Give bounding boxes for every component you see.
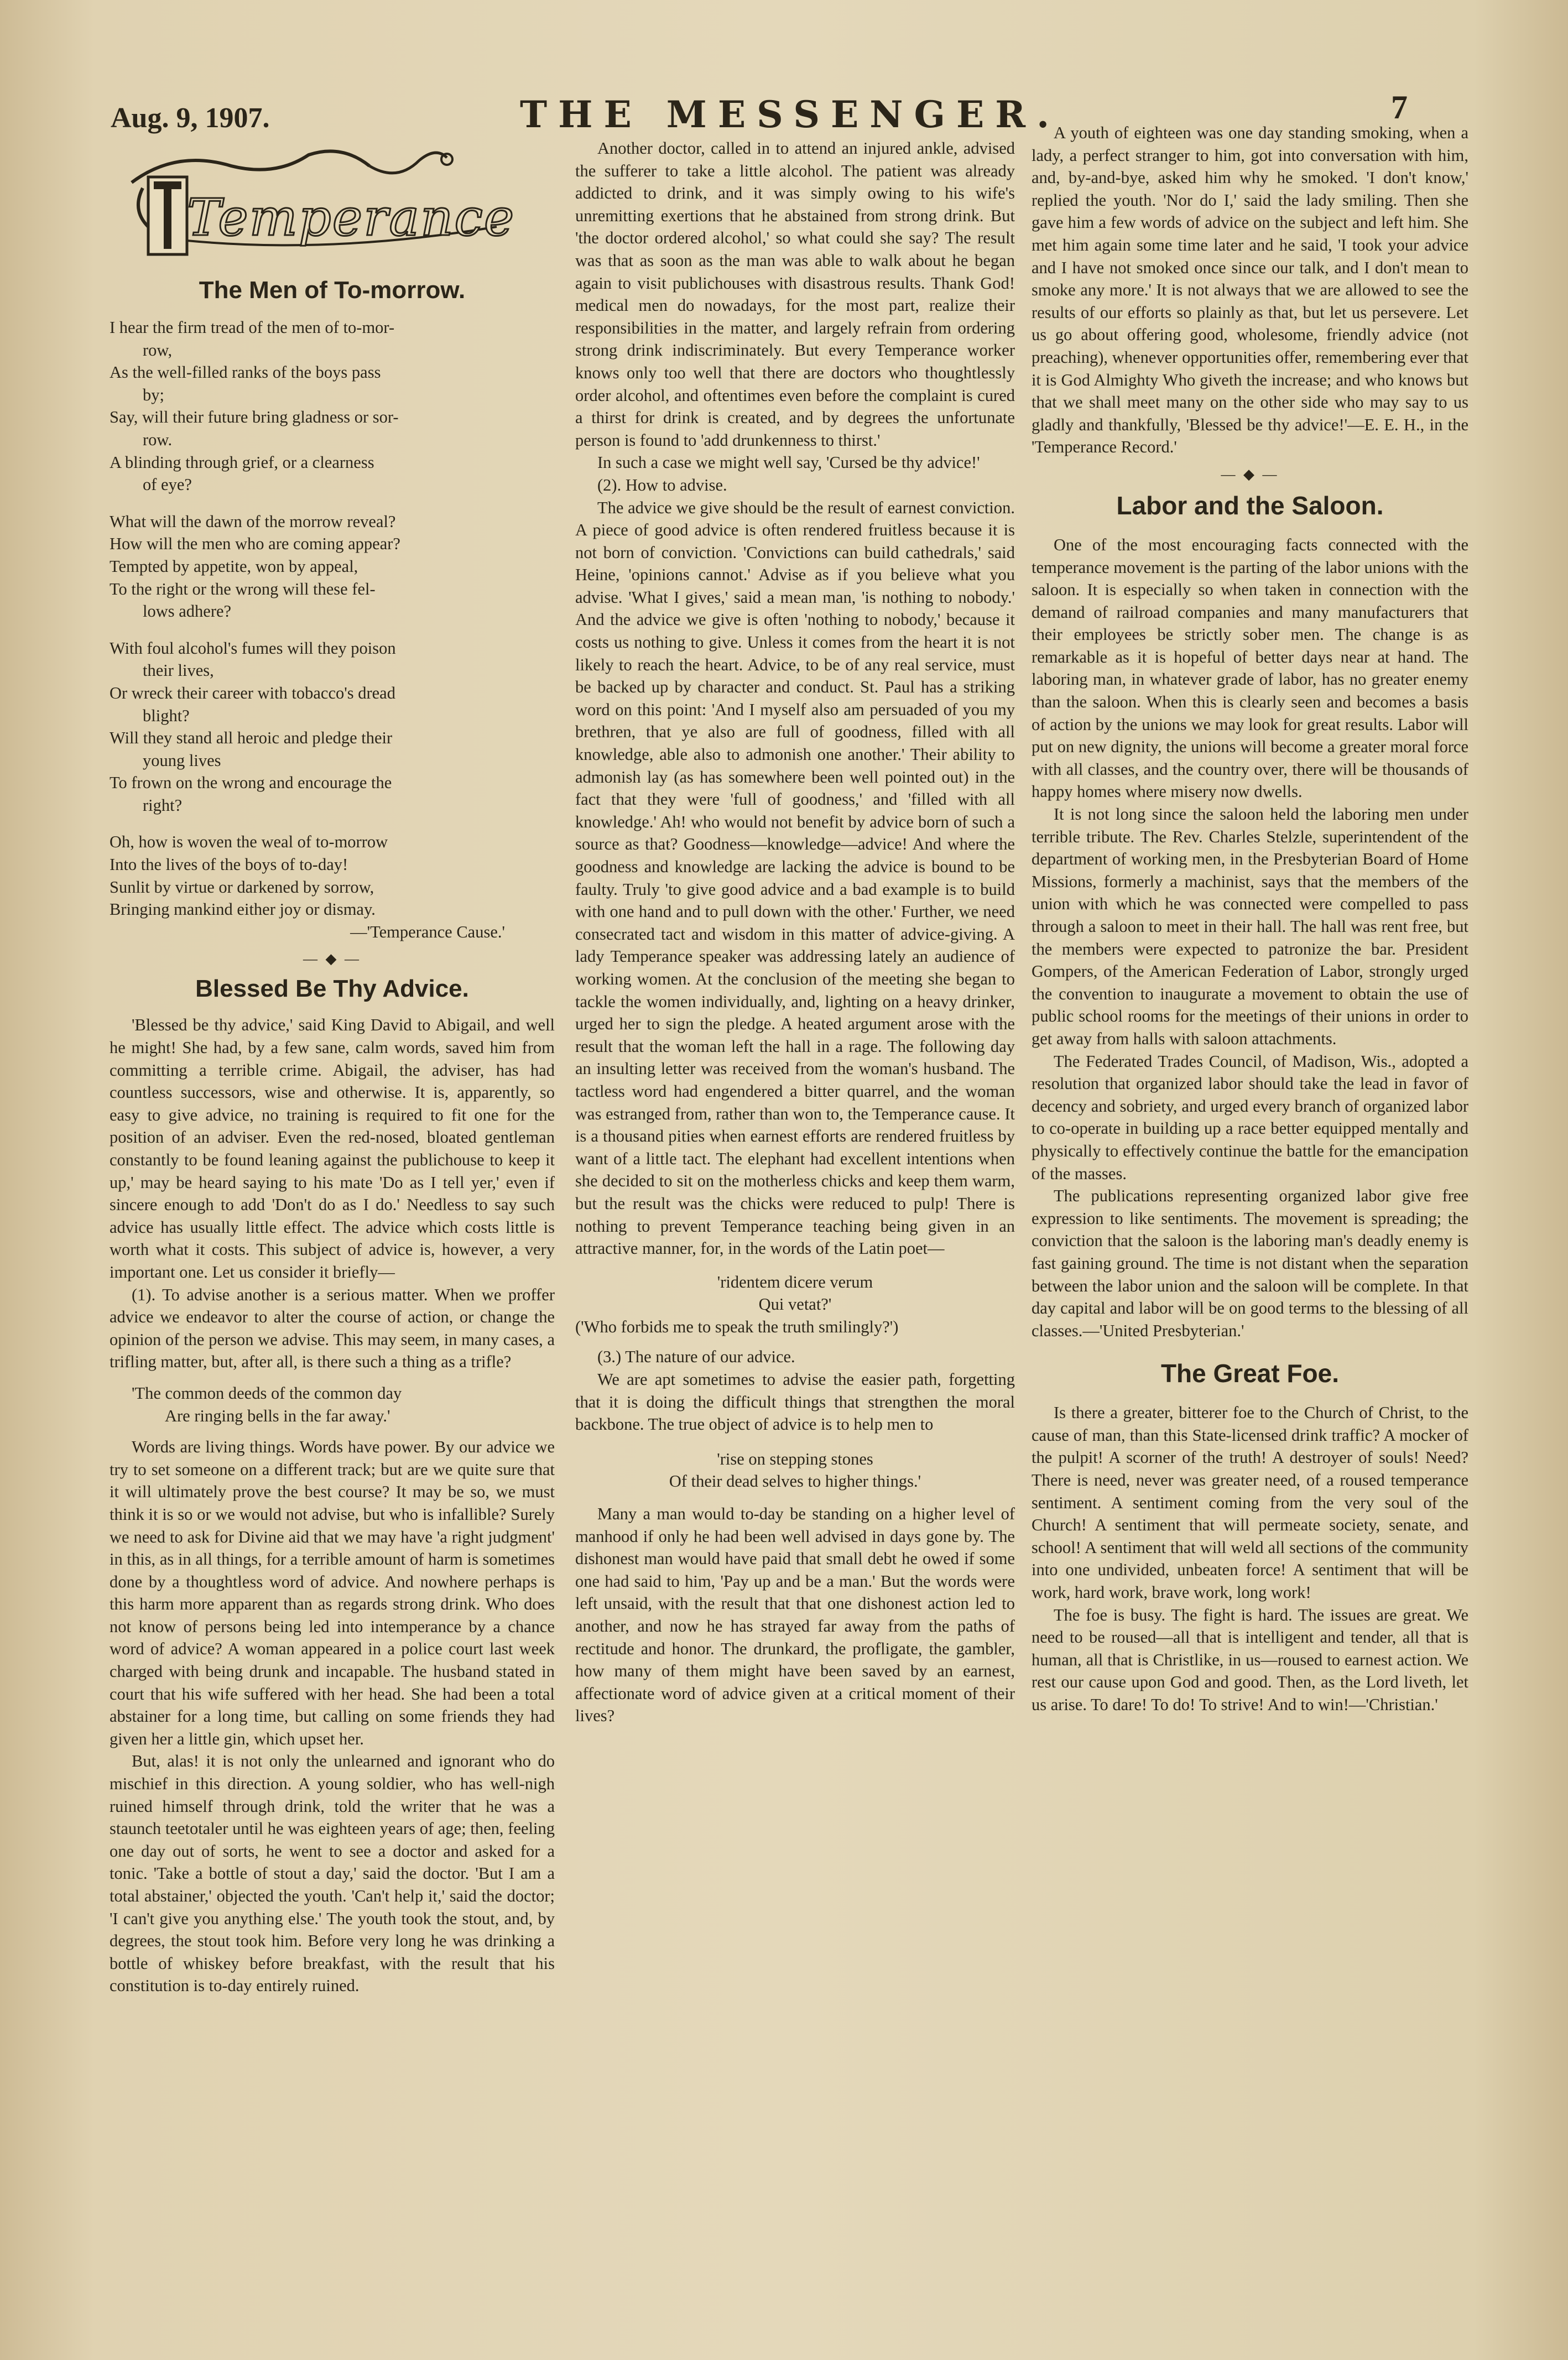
- column-3: [1032, 122, 1468, 1716]
- publication-title: THE MESSENGER.: [520, 93, 1061, 136]
- poem-line: Will they stand all heroic and pledge their: [110, 728, 393, 748]
- article-paragraph: The advice we give should be the result of earnest conviction. A piece of good advice is often rendered fruitless because it is not born of conviction. 'Convictions can build cathedrals,' said Heine, 'opinions cannot.' Advise as if you believe what you advise. 'What I gives,' said a mean man, 'is nothing to nobody.' And the advice we give is often 'nothing to nobody,' because it costs us nothing to give. Unless it comes from the heart it is not likely to reach the heart. Advice, to be of any real service, must be backed up by character and conduct. St. Paul has a striking word on this point: 'And I myself also am persuaded of you my brethren, that ye also are full of goodness, filled with all knowledge, able also to admonish one another.' Their ability to admonish lay (as has somewhere been well pointed out) in the fact that they were 'full of goodness,' and 'filled with all knowledge.' Ah! who would not benefit by advice born of such a source as that? Goodness—knowledge—advice! And where the goodness and knowledge are lacking the advice is bound to be faulty. Truly 'to give good advice and a bad example is to build with one hand and to pull down with the other.' Further, we need consecrated tact and wisdom in this matter of advice-giving. A lady Temperance speaker was addressing lately an audience of working women. At the conclusion of the meeting she began to tackle the women individually, and, lighting on a heavy drinker, urged her to sign the pledge. A heated argument arose with the result that the woman left the hall in a rage. The following day an insulting letter was received from the woman's husband. The tactless word had engendered a bitter quarrel, and the woman was estranged from, rather than won to, the Temperance cause. It is a thousand pities when earnest efforts are rendered fruitless by want of a little tact. The elephant had excellent intentions when she decided to sit on the motherless chicks and keep them warm, but the result was the chicks were reduced to pulp! There is nothing to prevent Temperance teaching being given in an attractive manner, for, in the words of the Latin poet—: [575, 498, 1015, 1258]
- poem-line: Sunlit by virtue or darkened by sorrow,: [110, 877, 374, 897]
- poem-line: To the right or the wrong will these fel-: [110, 579, 376, 598]
- latin-quote: [575, 1271, 1015, 1338]
- poem-line: by;: [143, 385, 164, 404]
- divider-ornament: — ◆ —: [1221, 466, 1279, 482]
- poem-line: I hear the firm tread of the men of to-mor-: [110, 318, 395, 337]
- poem-men-of-tomorrow: [110, 316, 555, 943]
- temperance-banner: [110, 144, 541, 260]
- poem-line: their lives,: [143, 661, 214, 680]
- divider-ornament: — ◆ —: [303, 951, 361, 967]
- poem-line: With foul alcohol's fumes will they poison: [110, 638, 396, 658]
- poem-line: right?: [143, 795, 183, 815]
- poem-line: Tempted by appetite, won by appeal,: [110, 556, 358, 576]
- banner-word: Temperance: [187, 188, 515, 247]
- quote-common-deeds: [132, 1382, 555, 1427]
- article-paragraph: One of the most encouraging facts connected with the temperance movement is the parting of the labor unions with the saloon. It is especially so when taken in connection with the demand of railroad companies and many manufacturers that their employees be strictly sober men. The change is as remarkable as it is hopeful of better days near at hand. The laboring man, in whatever grade of labor, has no greater enemy than the saloon. When this is clearly seen and becomes a basis of action by the unions we may look for great results. Labor will put on new dignity, the unions will become a greater moral force with all classes, and the country over, there will be thousands of happy homes where misery now dwells.: [1032, 535, 1468, 801]
- poem-line: Say, will their future bring gladness or sor-: [110, 408, 399, 427]
- poem-line: row.: [143, 430, 173, 449]
- poem-line: Bringing mankind either joy or dismay.: [110, 900, 376, 919]
- poem-line: What will the dawn of the morrow reveal?: [110, 512, 396, 531]
- article-paragraph: The foe is busy. The fight is hard. The issues are great. We need to be roused—all that is intelligent and tender, all that is human, all that is Christlike, in us—roused to earnest action. We rest our cause upon God and good. Then, as the Lord liveth, let us arise. To dare! To do! To strive! And to win!—'Christian.': [1032, 1605, 1468, 1714]
- article-paragraph: Is there a greater, bitterer foe to the Church of Christ, to the cause of man, than this State-licensed drink traffic? A mocker of the pulpit! A scorner of the truth! A destroyer of souls! Need? There is need, never was greater need, of a roused temperance sentiment. A sentiment coming from the very soul of the Church! A sentiment that will permeate society, senate, and school! A sentiment that will weld all sections of the community into one undivided, unbeaten force! A sentiment that will be work, hard work, brave work, long work!: [1032, 1403, 1468, 1602]
- poem-line: To frown on the wrong and encourage the: [110, 773, 392, 793]
- column-2: [575, 137, 1015, 1727]
- poem-line: lows adhere?: [143, 602, 232, 621]
- quote-stepping-stones: [575, 1448, 1015, 1493]
- article-title-great-foe: The Great Foe.: [1160, 1359, 1340, 1388]
- poem-line: young lives: [143, 751, 221, 770]
- poem-line: A blinding through grief, or a clearness: [110, 452, 374, 472]
- quote-line: 'rise on stepping stones: [717, 1449, 873, 1468]
- article-paragraph: (3.) The nature of our advice.: [597, 1347, 795, 1367]
- issue-date: Aug. 9, 1907.: [111, 102, 270, 134]
- poem-line: blight?: [143, 706, 190, 725]
- poem-stanza-break: [110, 623, 555, 637]
- quote-line: Are ringing bells in the far away.': [165, 1406, 390, 1425]
- poem-source: —'Temperance Cause.': [350, 922, 505, 941]
- article-paragraph: The Federated Trades Council, of Madison, Wis., adopted a resolution that organized labor should take the lead in favor of decency and sobriety, and urged every branch of organized labor to co-operate in building up a race better equipped mentally and physically to effectively continue the battle for the emancipation of the masses.: [1032, 1051, 1468, 1183]
- article-title-blessed: Blessed Be Thy Advice.: [195, 975, 469, 1003]
- poem-line: of eye?: [143, 475, 192, 494]
- quote-line: Of their dead selves to higher things.': [669, 1472, 921, 1491]
- poem-stanza-break: [110, 496, 555, 510]
- quote-line: 'The common deeds of the common day: [132, 1383, 402, 1403]
- article-paragraph: In such a case we might well say, 'Cursed be thy advice!': [597, 453, 980, 472]
- poem-line: Oh, how is woven the weal of to-morrow: [110, 832, 388, 852]
- poem-line: Or wreck their career with tobacco's dread: [110, 683, 395, 702]
- poem-line: As the well-filled ranks of the boys pass: [110, 363, 381, 382]
- article-paragraph: (2). How to advise.: [597, 475, 727, 494]
- article-paragraph: (1). To advise another is a serious matter. When we proffer advice we endeavor to alter the course of action, or change the opinion of the person we advise. This may seem, in many cases, a trifling matter, but, after all, is there such a thing as a trifle?: [110, 1285, 555, 1372]
- article-paragraph: A youth of eighteen was one day standing smoking, when a lady, a perfect stranger to him, got into conversation with him, and, by-and-bye, asked him why he smoked. 'I don't know,' replied the youth. 'Nor do I,' said the lady smiling. Then she gave him a few words of advice on the subject and left him. She met him again some time later and he said, 'I took your advice and I have not smoked once since our talk, and I don't mean to smoke any more.' It is not always that we are allowed to see the results of our efforts so plainly as that, but let us persevere. Let us go about offering good, wholesome, friendly advice (not preaching), whenever opportunities offer, remembering ever that it is God Almighty Who giveth the increase; and who knows but that we shall meet many on the other side who may say to us gladly and thankfully, 'Blessed be thy advice!'—E. E. H., in the 'Temperance Record.': [1032, 123, 1468, 457]
- article-title-labor: Labor and the Saloon.: [1116, 491, 1384, 520]
- poem-line: Into the lives of the boys of to-day!: [110, 855, 348, 874]
- article-paragraph: The publications representing organized labor give free expression to like sentiments. The movement is spreading; the conviction that the saloon is the laboring man's deadly enemy is fast gaining ground. The time is not distant when the separation between the labor union and the saloon will be complete. In that day capital and labor will be on good terms to the blessing of all classes.—'United Presbyterian.': [1032, 1186, 1468, 1340]
- article-paragraph: It is not long since the saloon held the laboring men under terrible tribute. The Rev. Charles Stelzle, superintendent of the department of working men, in the Presbyterian Board of Home Missions, formerly a machinist, says that the members of the union with which he was connected were compelled to pass through a saloon to meet in their hall. The hall was rent free, but the members were expected to patronize the bar. President Gompers, of the American Federation of Labor, strongly urged the convention to inaugurate a movement to obtain the use of public school rooms for the meetings of their unions in order to get away from halls with saloon attachments.: [1032, 805, 1468, 1048]
- article-paragraph: Many a man would to-day be standing on a higher level of manhood if only he had been well advised in days gone by. The dishonest man would have paid that small debt he owed if some one had said to him, 'Pay up and be a man.' But the words were left unsaid, with the result that that one dishonest action led to another, and now he has strayed far away from the paths of rectitude and honor. The drunkard, the profligate, the gambler, how many of them might have been saved by an earnest, affectionate word of advice given at a critical moment of their lives?: [575, 1504, 1015, 1726]
- poem-stanza-break: [110, 816, 555, 831]
- article-paragraph: Another doctor, called in to attend an injured ankle, advised the sufferer to take a little alcohol. The patient was already addicted to drink, and it was simply owing to his wife's unremitting exertions that he abstained from strong drink. But 'the doctor ordered alcohol,' so what could she say? The result was that as soon as the man was able to walk about he began again to visit publichouses with disastrous results. Thank God! medical men do nowadays, for the most part, realize their responsibilities in the matter, and largely refrain from ordering strong drink indiscriminately. But every Temperance worker knows only too well that there are doctors who thoughtlessly order alcohol, and oftentimes even before the complaint is cured a thirst for drink is created, and by degrees the unfortunate person is found to 'add drunkenness to thirst.': [575, 139, 1015, 450]
- latin-line: Qui vetat?': [758, 1295, 832, 1314]
- article-paragraph: We are apt sometimes to advise the easier path, forgetting that it is doing the difficult things that strengthen the moral backbone. The true object of advice is to help men to: [575, 1370, 1015, 1434]
- article-paragraph: But, alas! it is not only the unlearned and ignorant who do mischief in this direction. A young soldier, who has well-nigh ruined himself through drink, told the writer that he was a staunch teetotaler until he was eighteen years of age; then, feeling one day out of sorts, he went to see a doctor and asked for a tonic. 'Take a bottle of stout a day,' said the doctor. 'But I am a total abstainer,' objected the youth. 'Can't help it,' said the doctor; 'I can't give you anything else.' The youth took the stout, and, by degrees, the stout took him. Before very long he was drinking a bottle of whiskey before breakfast, with the result that his constitution is to-day entirely ruined.: [110, 1752, 555, 1996]
- article-paragraph: 'Blessed be thy advice,' said King David to Abigail, and well he might! She had, by a few sane, calm words, saved him from committing a terrible crime. Abigail, the adviser, has had countless successors, wise and otherwise. It is, apparently, so easy to give advice, no training is required to fit one for the position of an adviser. Even the red-nosed, bloated gentleman constantly to be found leaning against the publichouse to keep it up,' may be heard saying to his mate 'Do as I tell yer,' even if sincere enough to add 'Don't do as I do.' Needless to say such advice has usually little effect. The advice which costs little is worth what it costs. This subject of advice is, however, a very important one. Let us consider it briefly—: [110, 1015, 555, 1281]
- page-number: 7: [1391, 89, 1408, 126]
- latin-line: 'ridentem dicere verum: [717, 1272, 873, 1291]
- article-paragraph: Words are living things. Words have power. By our advice we try to set someone on a different track; but are we quite sure that it will ultimately prove the best course? It may be so, we must think it is so or we would not advise, but who is infallible? Surely we need to ask for Divine aid that we may have 'a right judgment' in this, as in all things, for a terrible amount of harm is sometimes done by a thoughtless word of advice. And nowhere perhaps is this harm more apparent than as regards strong drink. Who does not know of persons being led into intemperance by a chance word of advice? A woman appeared in a police court last week charged with being drunk and incapable. The husband stated in court that his wife suffered with her head. She had been a total abstainer for a long time, but calling on some friends they had given her a little gin, which upset her.: [110, 1437, 555, 1748]
- latin-translation: ('Who forbids me to speak the truth smilingly?'): [575, 1317, 899, 1336]
- poem-line: row,: [143, 340, 173, 360]
- poem-line: How will the men who are coming appear?: [110, 534, 400, 554]
- column-1: [110, 144, 555, 1997]
- poem-title: The Men of To-morrow.: [199, 277, 466, 304]
